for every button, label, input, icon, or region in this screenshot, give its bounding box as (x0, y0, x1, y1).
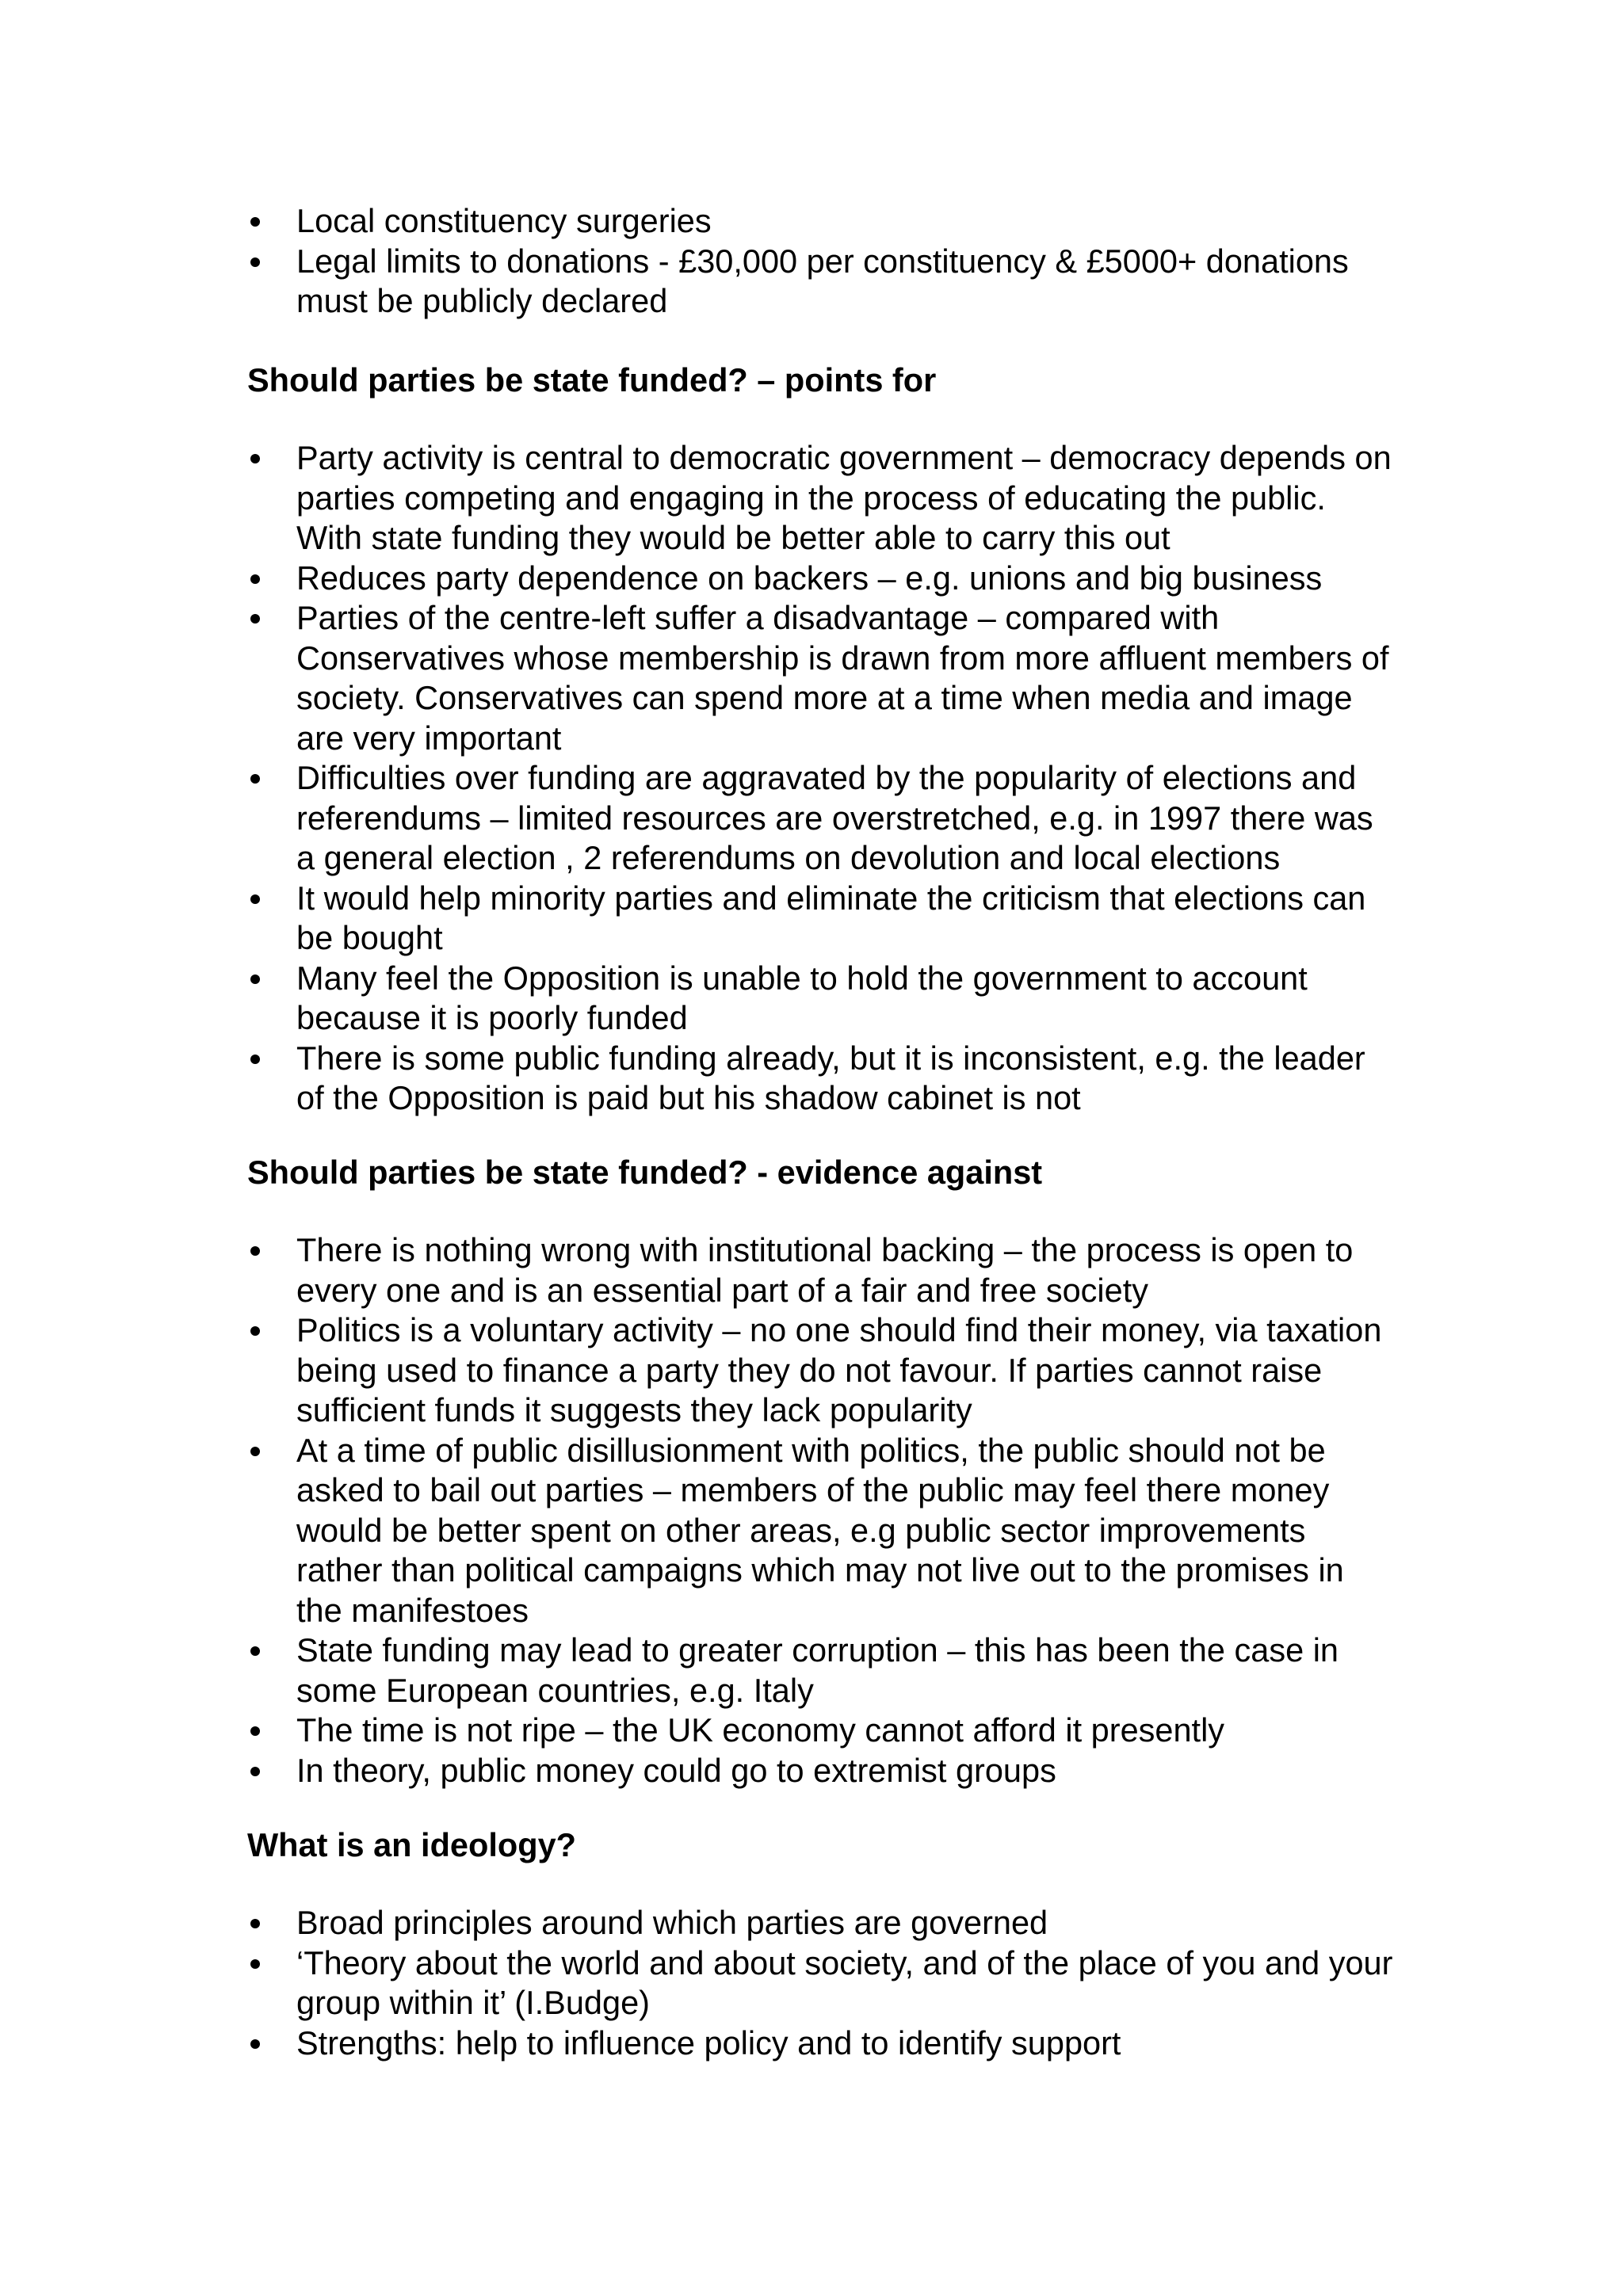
bullet-icon (250, 257, 260, 267)
bullet-list (247, 1903, 1396, 2063)
ideology-list-section (247, 1903, 1396, 2063)
bullet-list (247, 1230, 1396, 1791)
list-item: The time is not ripe – the UK economy cannot afford it presently (247, 1711, 1396, 1751)
list-item: Difficulties over funding are aggravated by the popularity of elections and referendums – limited resources are overstretched, e.g. in 1997 there was a general election , 2 referendums on devolution and local elections (247, 758, 1396, 879)
list-item: Politics is a voluntary activity – no one should find their money, via taxation being used to finance a party they do not favour. If parties cannot raise sufficient funds it suggests they lack popularity (247, 1310, 1396, 1431)
bullet-list (247, 438, 1396, 1119)
list-item: Reduces party dependence on backers – e.g. unions and big business (247, 559, 1396, 599)
list-item: Parties of the centre-left suffer a disadvantage – compared with Conservatives whose membership is drawn from more affluent members of society. Conservatives can spend more at a time when media and image are very important (247, 598, 1396, 758)
bullet-icon (250, 574, 260, 584)
evidence-against-section (247, 1153, 1396, 1193)
list-item: In theory, public money could go to extremist groups (247, 1751, 1396, 1791)
ideology-section (247, 1825, 1396, 1866)
bullet-icon (250, 1919, 260, 1928)
evidence-against-list-section (247, 1230, 1396, 1791)
section-heading: What is an ideology? (247, 1826, 577, 1863)
list-item: It would help minority parties and eliminate the criticism that elections can be bought (247, 879, 1396, 959)
bullet-icon (250, 774, 260, 784)
list-item: Many feel the Opposition is unable to hold the government to account because it is poorly funded (247, 959, 1396, 1039)
bullet-icon (250, 1646, 260, 1656)
points-for-list-section (247, 438, 1396, 1119)
bullet-icon (250, 1447, 260, 1456)
list-item: Broad principles around which parties are governed (247, 1903, 1396, 1943)
bullet-list (247, 201, 1396, 322)
points-for-section (247, 360, 1396, 401)
list-item: At a time of public disillusionment with politics, the public should not be asked to bail out parties – members of the public may feel there money would be better spent on other areas, e.g public sector improvements rather than political campaigns which may not live out to the promises in the manifestoes (247, 1431, 1396, 1631)
list-item: ‘Theory about the world and about society, and of the place of you and your group within it’ (I.Budge) (247, 1943, 1396, 2023)
bullet-icon (250, 614, 260, 624)
list-item: There is nothing wrong with institutional backing – the process is open to every one and is an essential part of a fair and free society (247, 1230, 1396, 1310)
bullet-icon (250, 2039, 260, 2049)
list-item: Party activity is central to democratic government – democracy depends on parties competing and engaging in the process of educating the public. With state funding they would be better able to carry this out (247, 438, 1396, 559)
bullet-icon (250, 1055, 260, 1064)
list-item: Local constituency surgeries (247, 201, 1396, 242)
bullet-icon (250, 1326, 260, 1336)
bullet-icon (250, 1726, 260, 1736)
list-item: Legal limits to donations - £30,000 per constituency & £5000+ donations must be publicly declared (247, 242, 1396, 322)
bullet-icon (250, 1767, 260, 1776)
list-item: State funding may lead to greater corruption – this has been the case in some European countries, e.g. Italy (247, 1630, 1396, 1711)
bullet-icon (250, 217, 260, 227)
section-heading: Should parties be state funded? - evidence against (247, 1154, 1043, 1191)
list-item: There is some public funding already, but it is inconsistent, e.g. the leader of the Opposition is paid but his shadow cabinet is not (247, 1039, 1396, 1119)
section-heading: Should parties be state funded? – points for (247, 361, 937, 399)
bullet-icon (250, 1246, 260, 1256)
bullet-icon (250, 1959, 260, 1969)
bullet-icon (250, 894, 260, 904)
intro-list-section (247, 201, 1396, 322)
bullet-icon (250, 454, 260, 463)
list-item: Strengths: help to influence policy and to identify support (247, 2023, 1396, 2064)
bullet-icon (250, 974, 260, 984)
